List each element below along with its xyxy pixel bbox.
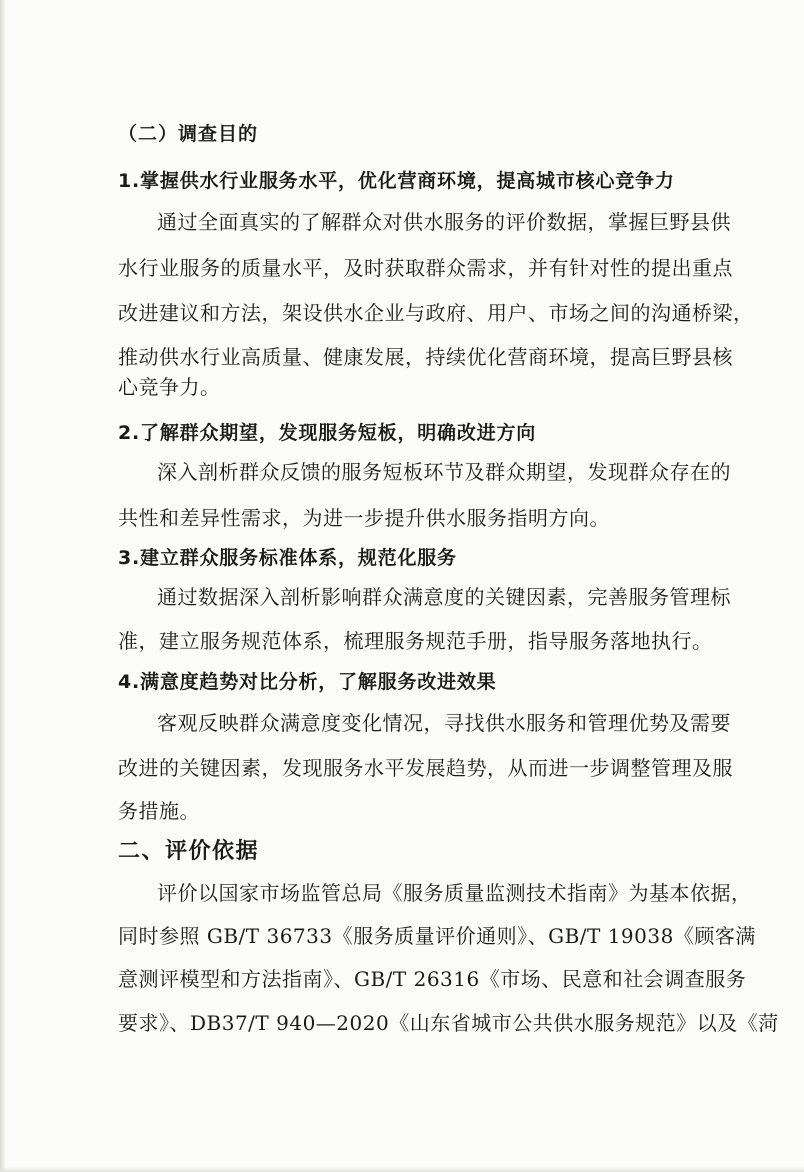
page-shadow-left xyxy=(0,0,6,1172)
item-1-line-1: 通过全面真实的了解群众对供水服务的评价数据，掌握巨野县供 xyxy=(157,210,731,234)
chapter-heading: 二、评价依据 xyxy=(118,839,260,864)
item-4-line-3: 务措施。 xyxy=(118,799,200,823)
section-heading: （二）调查目的 xyxy=(118,123,259,145)
item-1-line-4: 推动供水行业高质量、健康发展，持续优化营商环境，提高巨野县核 xyxy=(118,345,733,369)
item-3-line-1: 通过数据深入剖析影响群众满意度的关键因素，完善服务管理标 xyxy=(157,585,731,609)
item-1-line-2: 水行业服务的质量水平，及时获取群众需求，并有针对性的提出重点 xyxy=(118,256,733,280)
chapter-line-4: 要求》、DB37/T 940—2020《山东省城市公共供水服务规范》以及《菏 xyxy=(118,1011,779,1035)
page-shadow-bottom xyxy=(0,1167,804,1172)
item-2-heading: 2.了解群众期望，发现服务短板，明确改进方向 xyxy=(118,422,537,444)
chapter-line-1: 评价以国家市场监管总局《服务质量监测技术指南》为基本依据， xyxy=(157,881,752,905)
chapter-line-2: 同时参照 GB/T 36733《服务质量评价通则》、GB/T 19038《顾客满 xyxy=(118,924,756,948)
item-1-heading: 1.掌握供水行业服务水平，优化营商环境，提高城市核心竞争力 xyxy=(118,170,675,192)
item-2-line-2: 共性和差异性需求，为进一步提升供水服务指明方向。 xyxy=(118,506,610,530)
item-4-line-1: 客观反映群众满意度变化情况，寻找供水服务和管理优势及需要 xyxy=(157,711,731,735)
item-3-line-2: 准，建立服务规范体系，梳理服务规范手册，指导服务落地执行。 xyxy=(118,629,713,653)
item-4-line-2: 改进的关键因素，发现服务水平发展趋势，从而进一步调整管理及服 xyxy=(118,756,733,780)
item-4-heading: 4.满意度趋势对比分析，了解服务改进效果 xyxy=(118,671,497,693)
chapter-line-3: 意测评模型和方法指南》、GB/T 26316《市场、民意和社会调查服务 xyxy=(118,967,747,991)
item-1-line-3: 改进建议和方法，架设供水企业与政府、用户、市场之间的沟通桥梁， xyxy=(118,301,754,325)
item-1-line-5: 心竞争力。 xyxy=(118,375,221,399)
item-3-heading: 3.建立群众服务标准体系，规范化服务 xyxy=(118,547,457,569)
item-2-line-1: 深入剖析群众反馈的服务短板环节及群众期望，发现群众存在的 xyxy=(157,460,731,484)
